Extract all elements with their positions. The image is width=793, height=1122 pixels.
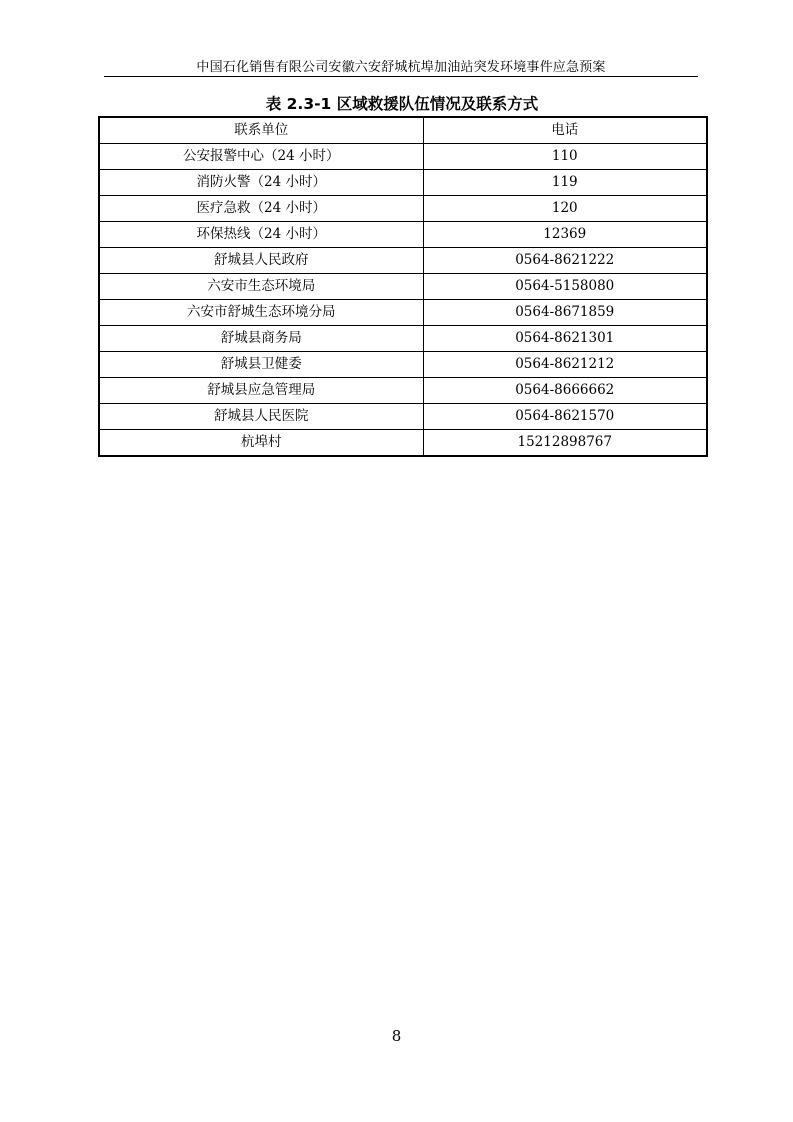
contact-phone-cell: 120: [423, 196, 707, 222]
column-header-phone: 电话: [423, 117, 707, 144]
table-row: [99, 430, 707, 457]
contact-phone-cell: 0564-8666662: [423, 378, 707, 404]
table-row: [99, 404, 707, 430]
table-row: [99, 378, 707, 404]
table-row: [99, 222, 707, 248]
column-header-unit: 联系单位: [99, 117, 423, 144]
contact-unit-cell: 六安市舒城生态环境分局: [99, 300, 423, 326]
table-row: [99, 300, 707, 326]
table-row: [99, 352, 707, 378]
table-row: [99, 274, 707, 300]
table-header-row: [99, 117, 707, 144]
contact-unit-cell: 舒城县人民政府: [99, 248, 423, 274]
table-row: [99, 196, 707, 222]
contact-unit-cell: 六安市生态环境局: [99, 274, 423, 300]
table-caption: 表 2.3-1 区域救援队伍情况及联系方式: [265, 95, 539, 113]
contact-unit-cell: 医疗急救（24 小时）: [99, 196, 423, 222]
contact-phone-cell: 12369: [423, 222, 707, 248]
page-number: 8: [391, 1027, 402, 1045]
table-row: [99, 144, 707, 170]
header-divider: [104, 76, 698, 77]
contact-phone-cell: 15212898767: [423, 430, 707, 457]
contact-unit-cell: 消防火警（24 小时）: [99, 170, 423, 196]
contact-unit-cell: 公安报警中心（24 小时）: [99, 144, 423, 170]
contact-unit-cell: 舒城县商务局: [99, 326, 423, 352]
contact-unit-cell: 环保热线（24 小时）: [99, 222, 423, 248]
table-row: [99, 248, 707, 274]
contact-phone-cell: 119: [423, 170, 707, 196]
contact-phone-cell: 0564-5158080: [423, 274, 707, 300]
table-row: [99, 326, 707, 352]
table-row: [99, 170, 707, 196]
contact-unit-cell: 舒城县人民医院: [99, 404, 423, 430]
contact-phone-cell: 0564-8621570: [423, 404, 707, 430]
contact-unit-cell: 舒城县应急管理局: [99, 378, 423, 404]
contact-phone-cell: 0564-8621222: [423, 248, 707, 274]
contact-table: [98, 116, 708, 457]
contact-phone-cell: 110: [423, 144, 707, 170]
contact-phone-cell: 0564-8671859: [423, 300, 707, 326]
contact-unit-cell: 杭埠村: [99, 430, 423, 457]
contact-unit-cell: 舒城县卫健委: [99, 352, 423, 378]
contact-phone-cell: 0564-8621301: [423, 326, 707, 352]
running-header: 中国石化销售有限公司安徽六安舒城杭埠加油站突发环境事件应急预案: [196, 60, 606, 75]
contact-phone-cell: 0564-8621212: [423, 352, 707, 378]
